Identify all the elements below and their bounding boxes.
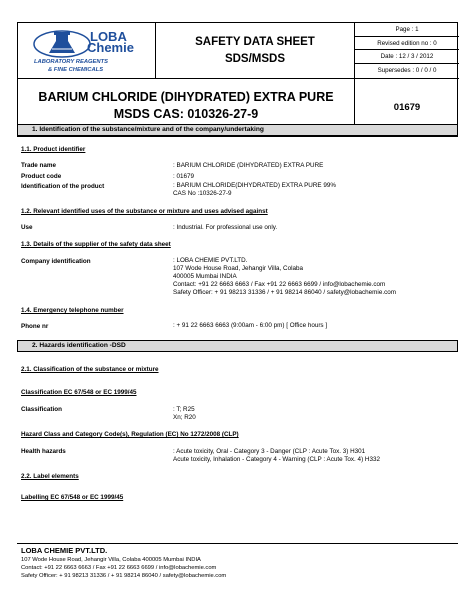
trade-name-label: Trade name — [21, 162, 56, 169]
logo-wordmark: LOBA Chemie — [87, 29, 134, 55]
section-2-heading: 2. Hazards identification -DSD — [17, 340, 458, 352]
classification-value-2: Xn; R20 — [173, 414, 196, 421]
product-name: BARIUM CHLORIDE (DIHYDRATED) EXTRA PURE MSDS CAS: 010326-27-9 — [18, 79, 355, 137]
health-hazard-value-2: Acute toxicity, Inhalation - Category 4 - Warning (CLP : Acute Tox. 4) H332 — [173, 456, 380, 463]
company-logo-cell — [18, 23, 156, 78]
flask-logo-icon — [32, 29, 92, 59]
company-line-3: 400005 Mumbai INDIA — [173, 273, 237, 280]
trade-name-value: : BARIUM CHLORIDE (DIHYDRATED) EXTRA PURE — [173, 162, 324, 169]
product-code-label: Product code — [21, 173, 62, 180]
identification-label: Identification of the product — [21, 183, 105, 190]
phone-value: : + 91 22 6663 6663 (9:00am - 6:00 pm) [ Office hours ] — [173, 322, 328, 329]
supersedes: Supersedes : 0 / 0 / 0 — [377, 66, 437, 74]
subsection-2-1: 2.1. Classification of the substance or mixture — [21, 366, 159, 373]
page-number: Page : 1 — [355, 23, 459, 37]
phone-label: Phone nr — [21, 323, 49, 330]
identification-value-1: : BARIUM CHLORIDE(DIHYDRATED) EXTRA PURE 99% — [173, 182, 336, 189]
clp-heading: Hazard Class and Category Code(s), Regulation (EC) No 1272/2008 (CLP) — [21, 431, 239, 438]
document-title: SAFETY DATA SHEET — [195, 36, 315, 48]
footer-safety-officer: Safety Officer: + 91 98213 31336 / + 91 98214 86040 / safety@lobachemie.com — [21, 573, 227, 579]
health-hazard-value-1: : Acute toxicity, Oral - Category 3 - Danger (CLP : Acute Tox. 3) H301 — [173, 448, 366, 455]
document-subtitle: SDS/MSDS — [224, 53, 286, 65]
identification-value-2: CAS No :10326-27-9 — [173, 190, 232, 197]
company-line-1: : LOBA CHEMIE PVT.LTD. — [173, 257, 248, 264]
subsection-2-2: 2.2. Label elements — [21, 473, 79, 480]
company-line-2: 107 Wode House Road, Jehangir Villa, Colaba — [173, 265, 303, 272]
classification-label: Classification — [21, 406, 62, 413]
use-label: Use — [21, 224, 33, 231]
revision-date: Date : 12 / 3 / 2012 — [355, 50, 459, 64]
subsection-1-1: 1.1. Product identifier — [21, 146, 86, 153]
section-1-heading: 1. Identification of the substance/mixture and of the company/undertaking — [17, 124, 458, 136]
labelling-heading: Labelling EC 67/548 or EC 1999/45 — [21, 494, 124, 501]
use-value: : Industrial. For professional use only. — [173, 224, 278, 231]
subsection-1-4: 1.4. Emergency telephone number — [21, 307, 124, 314]
product-code-box: 01679 — [393, 102, 421, 113]
health-hazards-label: Health hazards — [21, 448, 66, 455]
document-meta — [355, 23, 459, 78]
logo-tagline-2: & FINE CHEMICALS — [48, 67, 104, 73]
logo-tagline-1: LABORATORY REAGENTS — [34, 59, 108, 65]
document-header — [17, 22, 458, 137]
subsection-1-3: 1.3. Details of the supplier of the safety data sheet — [21, 241, 171, 248]
footer-address: 107 Wode House Road, Jehangir Villa, Colaba 400005 Mumbai INDIA — [21, 557, 201, 563]
product-code-value: : 01679 — [173, 173, 195, 180]
revision-number: Revised edition no : 0 — [355, 37, 459, 51]
footer-divider — [17, 543, 458, 544]
classification-ec-heading: Classification EC 67/548 or EC 1999/45 — [21, 389, 137, 396]
document-title-cell — [156, 23, 355, 78]
company-identification-label: Company identification — [21, 258, 91, 265]
company-line-5: Safety Officer: + 91 98213 31336 / + 91 98214 86040 / safety@lobachemie.com — [173, 289, 396, 296]
footer-contact: Contact: +91 22 6663 6663 / Fax +91 22 6663 6699 / info@lobachemie.com — [21, 565, 217, 571]
subsection-1-2: 1.2. Relevant identified uses of the substance or mixture and uses advised against — [21, 208, 268, 215]
loba-chemie-logo — [28, 28, 148, 76]
company-line-4: Contact: +91 22 6663 6663 / Fax +91 22 6663 6699 / info@lobachemie.com — [173, 281, 386, 288]
classification-value-1: : T; R25 — [173, 406, 195, 413]
footer-company: LOBA CHEMIE PVT.LTD. — [21, 546, 108, 555]
